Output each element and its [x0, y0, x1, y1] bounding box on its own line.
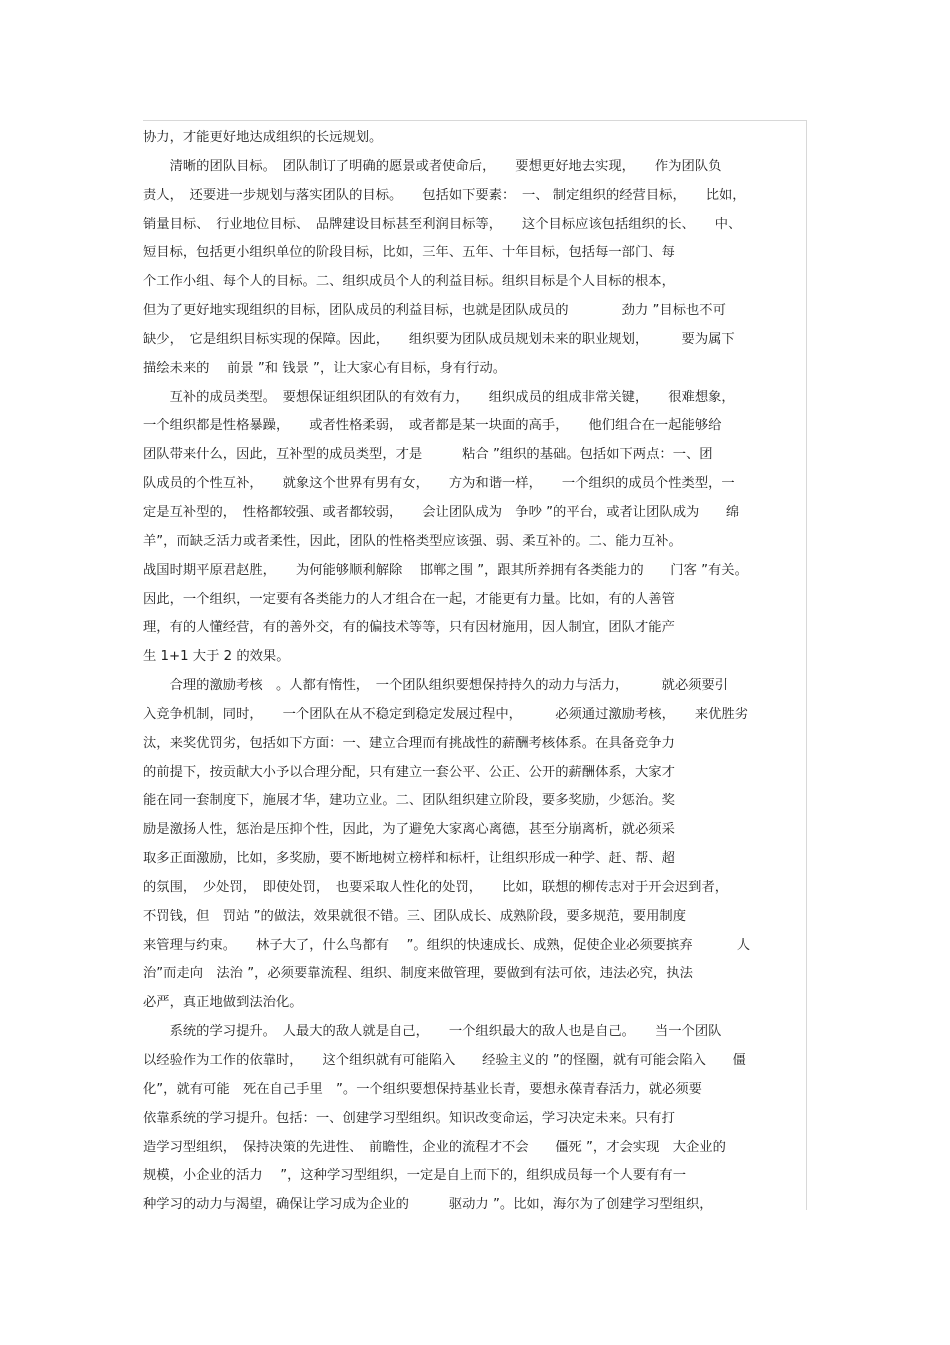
- text-line: 治”而走向 法治 ”，必须要靠流程、组织、制度来做管理，要做到有法可依，违法必究，执法: [143, 966, 693, 982]
- text-line: 队成员的个性互补， 就象这个世界有男有女， 方为和谐一样， 一个组织的成员个性类型，一: [143, 476, 735, 492]
- text-line: 羊”，而缺乏活力或者柔性，因此，团队的性格类型应该强、弱、柔互补的。二、能力互补。: [143, 533, 682, 549]
- text-line: 但为了更好地实现组织的目标，团队成员的利益目标，也就是团队成员的 劲力 ”目标也不可: [143, 303, 726, 319]
- text-line: 来管理与约束。 林子大了，什么鸟都有 ”。组织的快速成长、成熟，促使企业必须要摈弃 人: [143, 937, 751, 953]
- text-line: 战国时期平原君赵胜， 为何能够顺利解除 邯郸之围 ”，跟其所养拥有各类能力的 门客 ”有关。: [143, 562, 748, 578]
- text-line: 因此，一个组织，一定要有各类能力的人才组合在一起，才能更有力量。比如，有的人善管: [143, 591, 675, 607]
- document-body: [143, 124, 807, 1220]
- text-line: 理，有的人懂经营，有的善外交，有的偏技术等等，只有因材施用，因人制宜，团队才能产: [143, 620, 675, 636]
- text-line: 清晰的团队目标。 团队制订了明确的愿景或者使命后， 要想更好地去实现， 作为团队负: [143, 158, 722, 174]
- text-line: 取多正面激励，比如，多奖励，要不断地树立榜样和标杆，让组织形成一种学、赶、帮、超: [143, 851, 675, 867]
- text-line: 规模，小企业的活力 ”，这种学习型组织，一定是自上而下的，组织成员每一个人要有有一: [143, 1168, 686, 1184]
- text-line: 销量目标、 行业地位目标、 品牌建设目标甚至利润目标等， 这个目标应该包括组织的长、 中、: [143, 216, 742, 232]
- text-line: 缺少， 它是组织目标实现的保障。因此， 组织要为团队成员规划未来的职业规划， 要为属下: [143, 331, 735, 347]
- text-line: 个工作小组、每个人的目标。二、组织成员个人的利益目标。组织目标是个人目标的根本，: [143, 274, 675, 290]
- text-line: 不罚钱，但 罚站 ”的做法，效果就很不错。三、团队成长、成熟阶段，要多规范，要用制度: [143, 908, 686, 924]
- text-line: 造学习型组织， 保持决策的先进性、 前瞻性，企业的流程才不会 僵死 ”，才会实现 大企业的: [143, 1139, 726, 1155]
- text-line: 合理的激励考核 。人都有惰性， 一个团队组织要想保持持久的动力与活力， 就必须要引: [143, 678, 729, 694]
- text-line: 定是互补型的， 性格都较强、或者都较弱， 会让团队成为 争吵 ”的平台，或者让团队成为 绵: [143, 504, 740, 520]
- text-line: 互补的成员类型。 要想保证组织团队的有效有力， 组织成员的组成非常关键， 很难想象，: [143, 389, 735, 405]
- text-line: 以经验作为工作的依靠时， 这个组织就有可能陷入 经验主义的 ”的怪圈，就有可能会陷入 僵: [143, 1053, 746, 1068]
- text-line: 系统的学习提升。 人最大的敌人就是自己， 一个组织最大的敌人也是自己。 当一个团队: [143, 1024, 722, 1040]
- text-line: 协力，才能更好地达成组织的长远规划。: [143, 130, 383, 145]
- text-line: 描绘未来的 前景 ”和 钱景 ”，让大家心有目标，身有行动。: [143, 360, 507, 376]
- text-line: 种学习的动力与渴望，确保让学习成为企业的 驱动力 ”。比如，海尔为了创建学习型组织，: [143, 1197, 713, 1213]
- text-line: 责人， 还要进一步规划与落实团队的目标。 包括如下要素： 一、 制定组织的经营目标， 比如，: [143, 187, 746, 203]
- text-line: 一个组织都是性格暴躁， 或者性格柔弱， 或者都是某一块面的高手， 他们组合在一起能够给: [143, 418, 722, 434]
- text-line: 汰，来奖优罚劣，包括如下方面：一、建立合理而有挑战性的薪酬考核体系。在具备竞争力: [143, 735, 675, 751]
- text-line: 能在同一套制度下，施展才华，建功立业。二、团队组织建立阶段，要多奖励，少惩治。奖: [143, 793, 675, 809]
- text-line: 团队带来什么，因此，互补型的成员类型，才是 粘合 ”组织的基础。包括如下两点：一、团: [143, 447, 713, 463]
- text-line: 的前提下，按贡献大小予以合理分配，只有建立一套公平、公正、公开的薪酬体系，大家才: [143, 764, 675, 780]
- text-line: 入竞争机制，同时， 一个团队在从不稳定到稳定发展过程中， 必须通过激励考核， 来优胜劣: [143, 706, 749, 722]
- text-line: 生 1+1 大于 2 的效果。: [143, 649, 290, 665]
- text-line: 的氛围， 少处罚， 即使处罚， 也要采取人性化的处罚， 比如，联想的柳传志对于开会迟到者，: [143, 879, 729, 895]
- text-line: 必严，真正地做到法治化。: [143, 995, 303, 1011]
- text-line: 短目标，包括更小组织单位的阶段目标，比如，三年、五年、十年目标，包括每一部门、每: [143, 245, 675, 261]
- text-line: 依靠系统的学习提升。包括：一、创建学习型组织。知识改变命运，学习决定未来。只有打: [143, 1110, 675, 1126]
- text-line: 化”，就有可能 死在自己手里 ”。一个组织要想保持基业长青，要想永葆青春活力，就必须要: [143, 1081, 702, 1097]
- text-line: 励是激扬人性，惩治是压抑个性，因此，为了避免大家离心离德，甚至分崩离析，就必须采: [143, 822, 675, 838]
